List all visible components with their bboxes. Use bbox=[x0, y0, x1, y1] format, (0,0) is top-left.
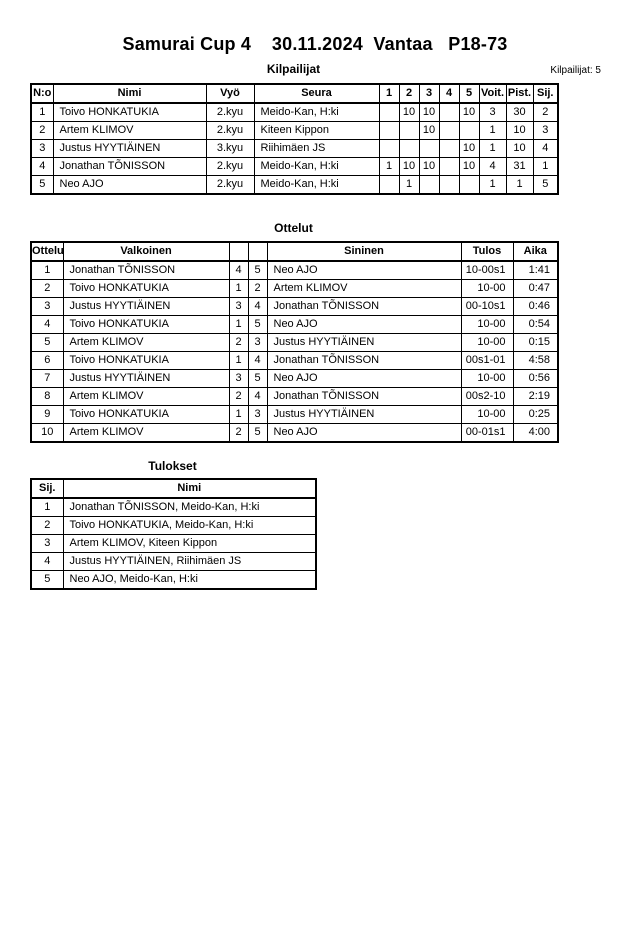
col-tulos: Tulos bbox=[461, 242, 513, 261]
section-heading-ottelut: Ottelut bbox=[274, 221, 313, 235]
col-voit: Voit. bbox=[479, 84, 506, 103]
cell-score-1 bbox=[379, 122, 399, 140]
cell-sij: 2 bbox=[533, 103, 558, 122]
col-opp-1: 1 bbox=[379, 84, 399, 103]
cell-time: 4:58 bbox=[513, 352, 558, 370]
cell-blue-number: 5 bbox=[248, 370, 267, 388]
cell-score-4 bbox=[439, 176, 459, 195]
col-opp-5: 5 bbox=[459, 84, 479, 103]
cell-result: 10-00s1 bbox=[461, 261, 513, 280]
cell-match-no: 6 bbox=[31, 352, 63, 370]
cell-placement: 3 bbox=[31, 535, 63, 553]
cell-result: 10-00 bbox=[461, 370, 513, 388]
cell-placement: 1 bbox=[31, 498, 63, 517]
table-row bbox=[31, 498, 316, 517]
col-vyo: Vyö bbox=[206, 84, 254, 103]
cell-match-no: 7 bbox=[31, 370, 63, 388]
cell-score-3: 10 bbox=[419, 122, 439, 140]
col-seura: Seura bbox=[254, 84, 379, 103]
cell-result: 10-00 bbox=[461, 316, 513, 334]
cell-nimi: Toivo HONKATUKIA bbox=[53, 103, 206, 122]
cell-sij: 3 bbox=[533, 122, 558, 140]
cell-nimi: Artem KLIMOV bbox=[53, 122, 206, 140]
cell-blue-number: 4 bbox=[248, 388, 267, 406]
cell-no: 4 bbox=[31, 158, 53, 176]
cell-voit: 3 bbox=[479, 103, 506, 122]
cell-blue-number: 3 bbox=[248, 334, 267, 352]
cell-voit: 1 bbox=[479, 122, 506, 140]
cell-no: 3 bbox=[31, 140, 53, 158]
cell-placement: 5 bbox=[31, 571, 63, 590]
cell-match-no: 8 bbox=[31, 388, 63, 406]
cell-white-name: Jonathan TÕNISSON bbox=[63, 261, 229, 280]
cell-time: 0:54 bbox=[513, 316, 558, 334]
cell-match-no: 10 bbox=[31, 424, 63, 443]
col-no: N:o bbox=[31, 84, 53, 103]
section-heading-kilpailijat: Kilpailijat bbox=[266, 62, 321, 76]
col-ottelu: Ottelu bbox=[31, 242, 63, 261]
cell-white-number: 4 bbox=[229, 261, 248, 280]
cell-nimi: Justus HYYTIÄINEN bbox=[53, 140, 206, 158]
cell-blue-name: Justus HYYTIÄINEN bbox=[267, 406, 461, 424]
cell-white-number: 2 bbox=[229, 424, 248, 443]
col-nimi: Nimi bbox=[63, 479, 316, 498]
cell-score-2: 10 bbox=[399, 158, 419, 176]
cell-match-no: 1 bbox=[31, 261, 63, 280]
cell-blue-number: 5 bbox=[248, 316, 267, 334]
cell-white-number: 2 bbox=[229, 388, 248, 406]
kilpailijat-heading-row bbox=[0, 62, 630, 77]
cell-blue-name: Neo AJO bbox=[267, 370, 461, 388]
tulokset-table bbox=[30, 478, 317, 590]
cell-white-number: 1 bbox=[229, 280, 248, 298]
col-sininen: Sininen bbox=[267, 242, 461, 261]
cell-blue-number: 4 bbox=[248, 352, 267, 370]
cell-pist: 10 bbox=[506, 122, 533, 140]
table-row bbox=[31, 388, 558, 406]
table-row bbox=[31, 352, 558, 370]
col-opp-3: 3 bbox=[419, 84, 439, 103]
table-row bbox=[31, 122, 558, 140]
cell-white-name: Artem KLIMOV bbox=[63, 424, 229, 443]
col-opp-4: 4 bbox=[439, 84, 459, 103]
cell-name: Artem KLIMOV, Kiteen Kippon bbox=[63, 535, 316, 553]
cell-time: 0:47 bbox=[513, 280, 558, 298]
cell-blue-number: 3 bbox=[248, 406, 267, 424]
col-opp-2: 2 bbox=[399, 84, 419, 103]
cell-result: 00-10s1 bbox=[461, 298, 513, 316]
cell-result: 00s2-10 bbox=[461, 388, 513, 406]
cell-score-3 bbox=[419, 176, 439, 195]
cell-pist: 1 bbox=[506, 176, 533, 195]
cell-score-4 bbox=[439, 158, 459, 176]
cell-sij: 4 bbox=[533, 140, 558, 158]
cell-blue-number: 2 bbox=[248, 280, 267, 298]
col-valkoinen: Valkoinen bbox=[63, 242, 229, 261]
cell-match-no: 2 bbox=[31, 280, 63, 298]
cell-score-2: 1 bbox=[399, 176, 419, 195]
cell-score-4 bbox=[439, 140, 459, 158]
table-row bbox=[31, 261, 558, 280]
col-sij: Sij. bbox=[533, 84, 558, 103]
cell-white-name: Toivo HONKATUKIA bbox=[63, 406, 229, 424]
cell-match-no: 3 bbox=[31, 298, 63, 316]
cell-white-name: Justus HYYTIÄINEN bbox=[63, 370, 229, 388]
cell-seura: Meido-Kan, H:ki bbox=[254, 176, 379, 195]
cell-time: 0:25 bbox=[513, 406, 558, 424]
cell-result: 00-01s1 bbox=[461, 424, 513, 443]
table-row bbox=[31, 571, 316, 590]
tulokset-header-row bbox=[31, 479, 316, 498]
cell-white-number: 1 bbox=[229, 406, 248, 424]
cell-seura: Meido-Kan, H:ki bbox=[254, 158, 379, 176]
cell-voit: 1 bbox=[479, 176, 506, 195]
col-nimi: Nimi bbox=[53, 84, 206, 103]
cell-blue-name: Neo AJO bbox=[267, 261, 461, 280]
table-row bbox=[31, 535, 316, 553]
col-blue-number bbox=[248, 242, 267, 261]
cell-placement: 4 bbox=[31, 553, 63, 571]
cell-score-2 bbox=[399, 140, 419, 158]
cell-score-1 bbox=[379, 176, 399, 195]
table-row bbox=[31, 517, 316, 535]
cell-voit: 4 bbox=[479, 158, 506, 176]
col-pist: Pist. bbox=[506, 84, 533, 103]
cell-name: Toivo HONKATUKIA, Meido-Kan, H:ki bbox=[63, 517, 316, 535]
cell-white-name: Artem KLIMOV bbox=[63, 388, 229, 406]
cell-pist: 30 bbox=[506, 103, 533, 122]
cell-placement: 2 bbox=[31, 517, 63, 535]
cell-nimi: Neo AJO bbox=[53, 176, 206, 195]
cell-score-1 bbox=[379, 103, 399, 122]
table-row bbox=[31, 280, 558, 298]
table-row bbox=[31, 424, 558, 443]
cell-seura: Kiteen Kippon bbox=[254, 122, 379, 140]
cell-blue-number: 4 bbox=[248, 298, 267, 316]
cell-blue-name: Jonathan TÕNISSON bbox=[267, 352, 461, 370]
col-aika: Aika bbox=[513, 242, 558, 261]
section-heading-tulokset: Tulokset bbox=[148, 459, 197, 473]
table-row bbox=[31, 176, 558, 195]
cell-pist: 10 bbox=[506, 140, 533, 158]
cell-white-name: Justus HYYTIÄINEN bbox=[63, 298, 229, 316]
cell-name: Justus HYYTIÄINEN, Riihimäen JS bbox=[63, 553, 316, 571]
cell-no: 2 bbox=[31, 122, 53, 140]
cell-score-5: 10 bbox=[459, 158, 479, 176]
table-row bbox=[31, 406, 558, 424]
cell-score-5 bbox=[459, 122, 479, 140]
cell-result: 10-00 bbox=[461, 280, 513, 298]
cell-score-5: 10 bbox=[459, 103, 479, 122]
cell-score-4 bbox=[439, 103, 459, 122]
table-row bbox=[31, 370, 558, 388]
cell-score-3: 10 bbox=[419, 103, 439, 122]
cell-time: 0:46 bbox=[513, 298, 558, 316]
cell-result: 10-00 bbox=[461, 334, 513, 352]
cell-white-number: 2 bbox=[229, 334, 248, 352]
cell-white-name: Toivo HONKATUKIA bbox=[63, 352, 229, 370]
cell-voit: 1 bbox=[479, 140, 506, 158]
table-row bbox=[31, 298, 558, 316]
cell-name: Neo AJO, Meido-Kan, H:ki bbox=[63, 571, 316, 590]
cell-result: 00s1-01 bbox=[461, 352, 513, 370]
cell-score-3: 10 bbox=[419, 158, 439, 176]
cell-score-5 bbox=[459, 176, 479, 195]
cell-score-3 bbox=[419, 140, 439, 158]
cell-time: 0:56 bbox=[513, 370, 558, 388]
table-row bbox=[31, 316, 558, 334]
cell-white-number: 1 bbox=[229, 316, 248, 334]
col-white-number bbox=[229, 242, 248, 261]
cell-time: 0:15 bbox=[513, 334, 558, 352]
kilpailijat-header-row bbox=[31, 84, 558, 103]
cell-vyo: 2.kyu bbox=[206, 176, 254, 195]
cell-blue-name: Jonathan TÕNISSON bbox=[267, 388, 461, 406]
cell-blue-name: Neo AJO bbox=[267, 424, 461, 443]
table-row bbox=[31, 553, 316, 571]
cell-score-2 bbox=[399, 122, 419, 140]
cell-score-2: 10 bbox=[399, 103, 419, 122]
cell-score-1: 1 bbox=[379, 158, 399, 176]
cell-blue-name: Artem KLIMOV bbox=[267, 280, 461, 298]
cell-match-no: 4 bbox=[31, 316, 63, 334]
cell-seura: Meido-Kan, H:ki bbox=[254, 103, 379, 122]
cell-blue-name: Justus HYYTIÄINEN bbox=[267, 334, 461, 352]
cell-score-5: 10 bbox=[459, 140, 479, 158]
cell-seura: Riihimäen JS bbox=[254, 140, 379, 158]
cell-pist: 31 bbox=[506, 158, 533, 176]
cell-match-no: 9 bbox=[31, 406, 63, 424]
cell-blue-name: Neo AJO bbox=[267, 316, 461, 334]
cell-vyo: 2.kyu bbox=[206, 103, 254, 122]
cell-vyo: 2.kyu bbox=[206, 158, 254, 176]
cell-time: 1:41 bbox=[513, 261, 558, 280]
cell-white-name: Toivo HONKATUKIA bbox=[63, 280, 229, 298]
page-title: Samurai Cup 4 30.11.2024 Vantaa P18-73 bbox=[122, 34, 508, 54]
cell-white-name: Toivo HONKATUKIA bbox=[63, 316, 229, 334]
cell-score-1 bbox=[379, 140, 399, 158]
cell-result: 10-00 bbox=[461, 406, 513, 424]
cell-name: Jonathan TÕNISSON, Meido-Kan, H:ki bbox=[63, 498, 316, 517]
col-sij: Sij. bbox=[31, 479, 63, 498]
cell-score-4 bbox=[439, 122, 459, 140]
cell-no: 1 bbox=[31, 103, 53, 122]
cell-white-number: 1 bbox=[229, 352, 248, 370]
cell-vyo: 3.kyu bbox=[206, 140, 254, 158]
cell-nimi: Jonathan TÕNISSON bbox=[53, 158, 206, 176]
cell-white-number: 3 bbox=[229, 370, 248, 388]
cell-blue-number: 5 bbox=[248, 261, 267, 280]
table-row bbox=[31, 103, 558, 122]
cell-vyo: 2.kyu bbox=[206, 122, 254, 140]
table-row bbox=[31, 158, 558, 176]
kilpailijat-table bbox=[30, 83, 559, 195]
cell-time: 4:00 bbox=[513, 424, 558, 443]
competitors-count: Kilpailijat: 5 bbox=[550, 65, 601, 76]
table-row bbox=[31, 334, 558, 352]
cell-blue-number: 5 bbox=[248, 424, 267, 443]
cell-match-no: 5 bbox=[31, 334, 63, 352]
cell-white-number: 3 bbox=[229, 298, 248, 316]
cell-no: 5 bbox=[31, 176, 53, 195]
cell-time: 2:19 bbox=[513, 388, 558, 406]
cell-white-name: Artem KLIMOV bbox=[63, 334, 229, 352]
cell-sij: 1 bbox=[533, 158, 558, 176]
table-row bbox=[31, 140, 558, 158]
ottelut-table bbox=[30, 241, 559, 443]
ottelut-header-row bbox=[31, 242, 558, 261]
cell-blue-name: Jonathan TÕNISSON bbox=[267, 298, 461, 316]
cell-sij: 5 bbox=[533, 176, 558, 195]
